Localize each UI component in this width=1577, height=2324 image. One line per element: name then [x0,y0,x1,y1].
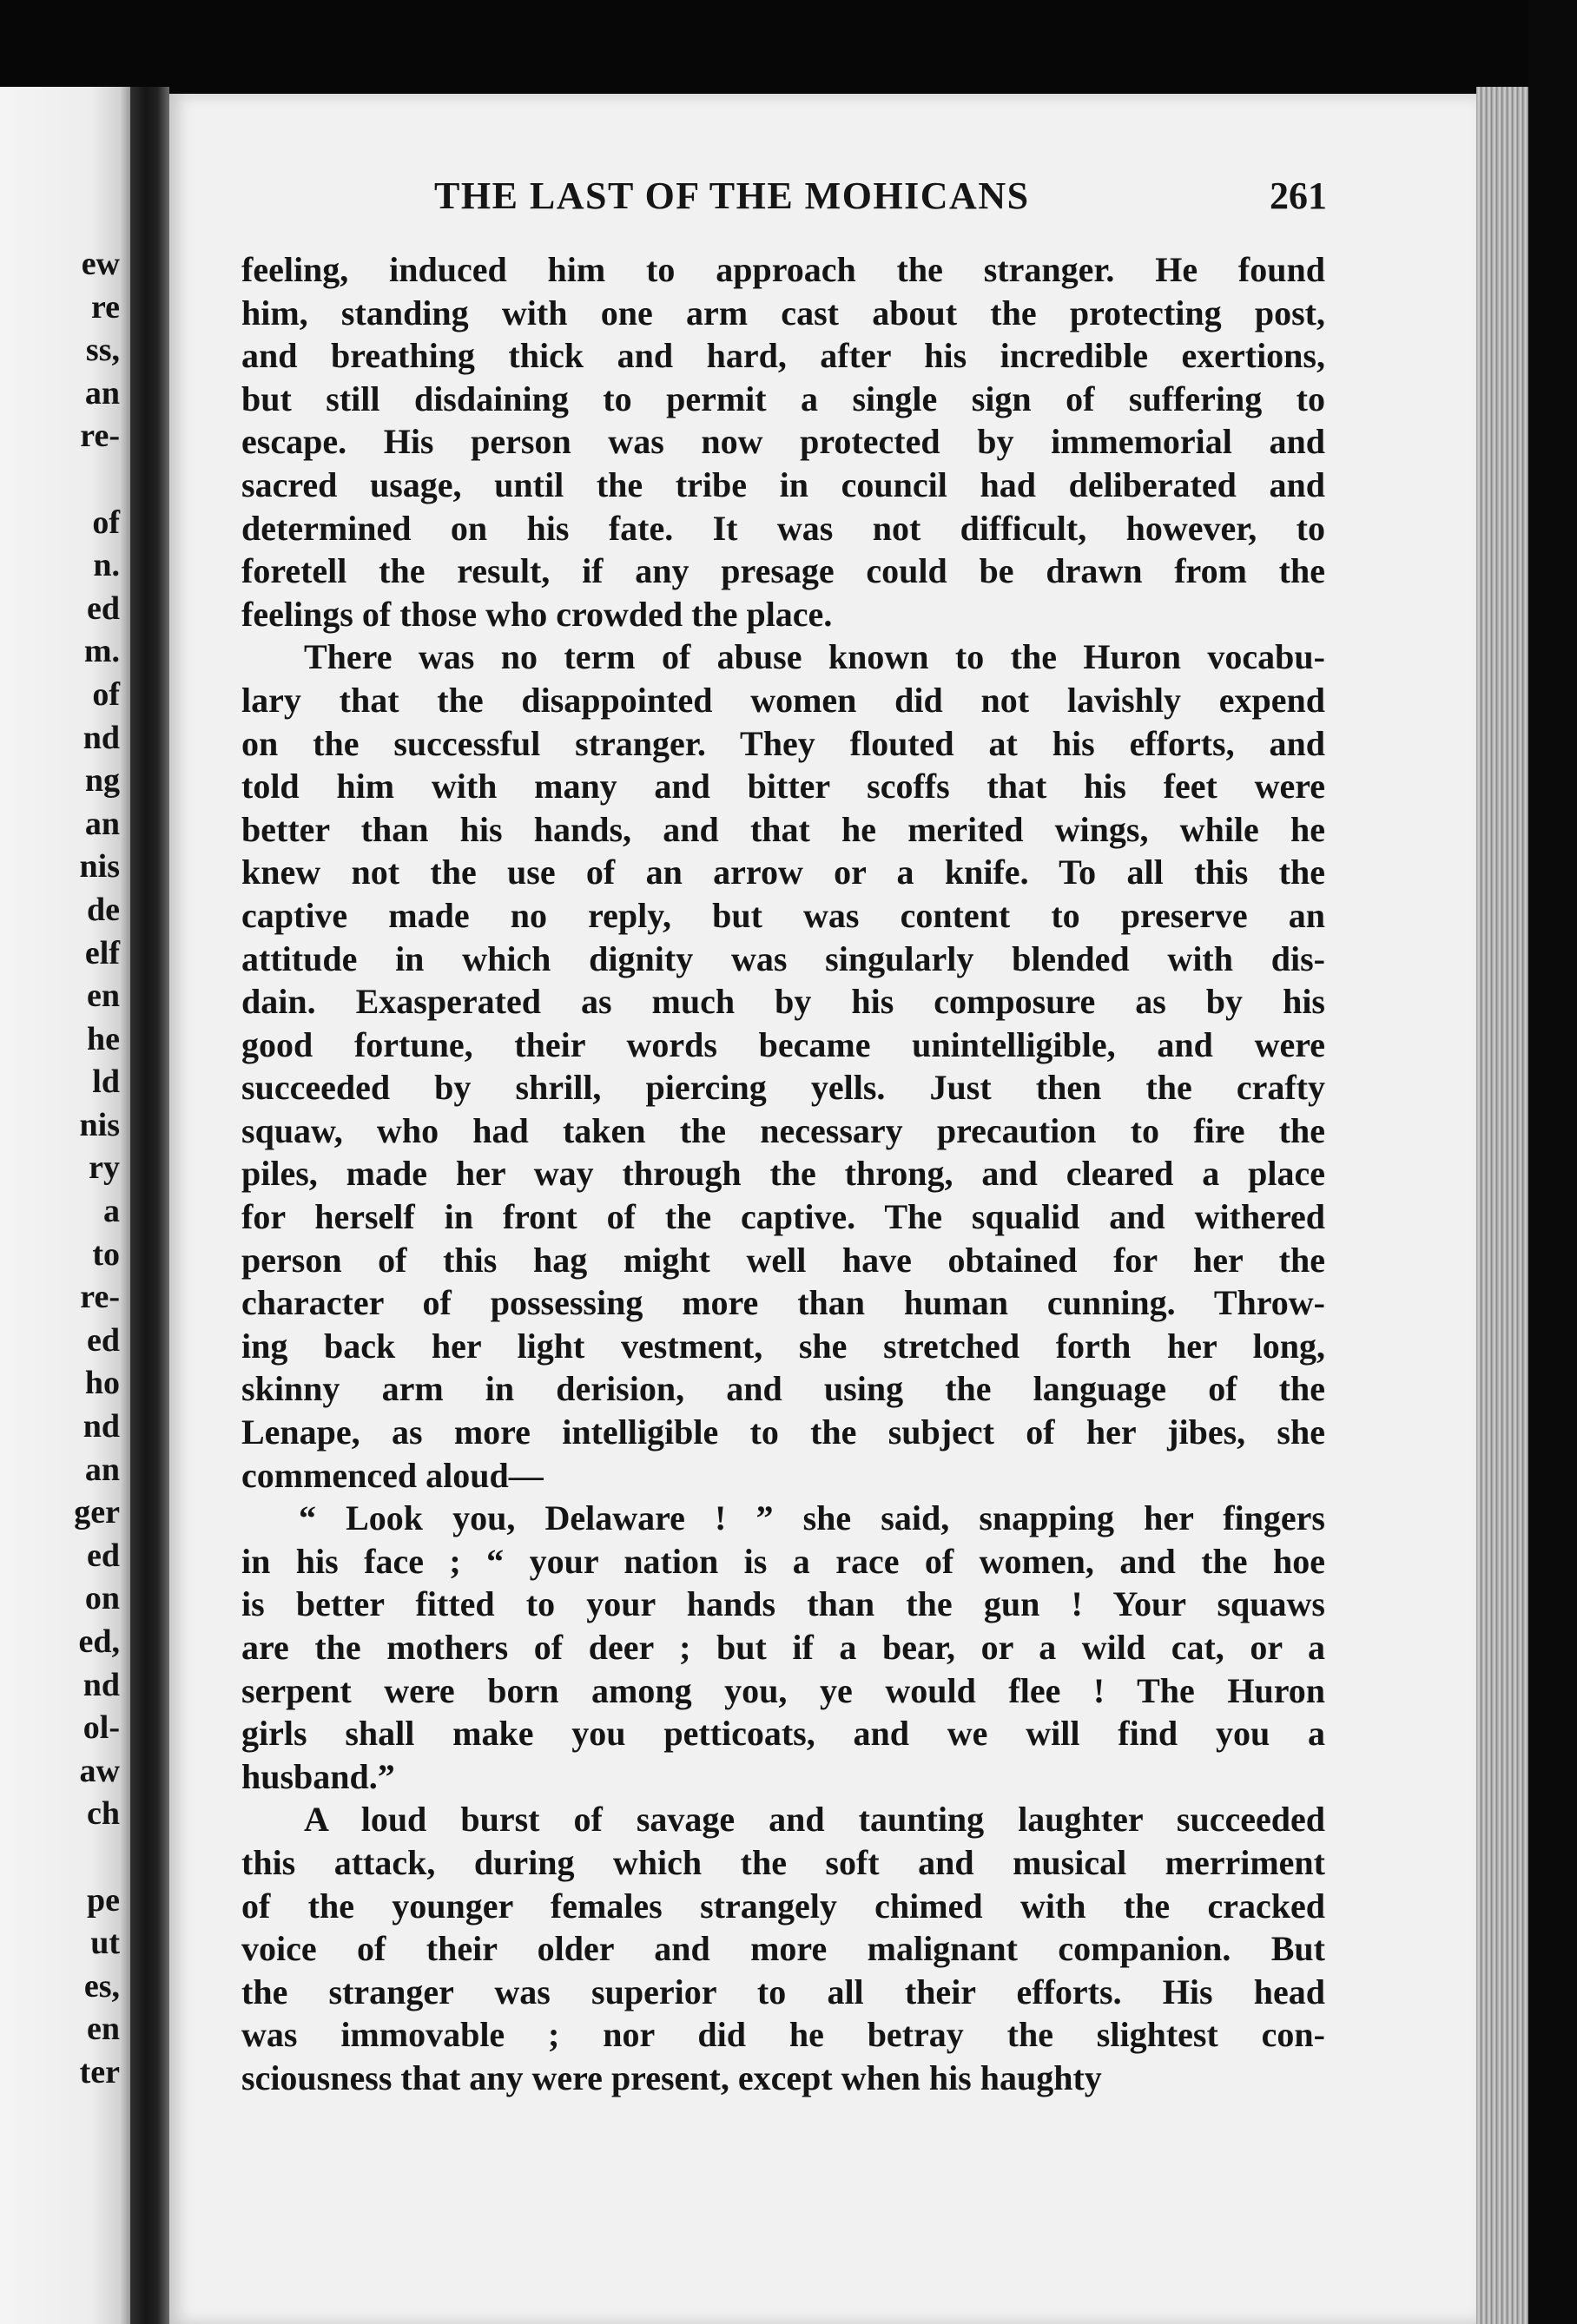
text-line: feeling, induced him to approach the stranger. He found [241,250,1325,289]
text-line: A loud burst of savage and taunting laughter succeeded [304,1800,1325,1840]
scan-background [1528,0,1577,2324]
text-line: but still disdaining to permit a single sign of suffering to [241,379,1325,418]
left-fragment: an [84,1451,120,1488]
text-line: and breathing thick and hard, after his incredible exertions, [241,336,1325,376]
text-line: knew not the use of an arrow or a knife. To all this the [241,853,1325,892]
left-fragment: ol- [82,1709,120,1747]
text-line: commenced aloud— [241,1455,544,1495]
text-line: succeeded by shrill, piercing yells. Just then the crafty [241,1068,1325,1108]
left-fragment: re [90,288,120,326]
text-line: him, standing with one arm cast about the protecting post, [241,293,1325,332]
text-line: good fortune, their words became unintelligible, and were [241,1024,1325,1064]
text-line: for herself in front of the captive. The squalid and withered [241,1197,1325,1237]
text-line: sciousness that any were present, except when his haughty [241,2057,1102,2097]
left-fragment: ed, [78,1623,120,1660]
paragraph [241,1798,1325,2099]
left-fragment: ch [87,1795,120,1833]
text-line: determined on his fate. It was not difficult, however, to [241,508,1325,548]
left-fragment: es, [83,1967,120,2005]
left-fragment: nd [82,719,120,756]
left-fragment: nis [79,848,120,885]
left-fragment: a [103,1193,120,1230]
left-fragment: aw [79,1752,120,1789]
body-text [241,248,1325,2100]
text-line: on the successful stranger. They flouted at his efforts, and [241,723,1325,763]
text-line: is better fitted to your hands than the gun ! Your squaws [241,1584,1325,1624]
left-fragment: ry [89,1149,120,1187]
paragraph [241,635,1325,1497]
text-line: serpent were born among you, ye would flee ! The Huron [241,1670,1325,1710]
text-line: in his face ; “ your nation is a race of women, and the hoe [241,1541,1325,1581]
text-line: of the younger females strangely chimed with the cracked [241,1886,1325,1926]
left-fragment: de [87,891,120,928]
left-fragment: ld [92,1063,120,1101]
previous-page-text-fragments [74,243,120,2095]
text-line: voice of their older and more malignant companion. But [241,1929,1325,1969]
paragraph [241,248,1325,635]
text-line: character of possessing more than human cunning. Throw- [241,1283,1325,1323]
left-fragment: ter [79,2053,120,2090]
text-line: foretell the result, if any presage could be drawn from the [241,551,1325,591]
text-line: lary that the disappointed women did not lavishly expend [241,680,1325,720]
left-fragment: nd [82,1666,120,1703]
text-line: Lenape, as more intelligible to the subject of her jibes, she [241,1412,1325,1452]
left-fragment: of [92,504,120,541]
text-line: husband.” [241,1756,395,1796]
running-title: THE LAST OF THE MOHICANS [434,174,1030,217]
left-fragment: ho [84,1365,120,1402]
text-line: was immovable ; nor did he betray the slightest con- [241,2015,1325,2055]
left-fragment: an [84,805,120,842]
left-fragment: re- [80,418,120,455]
text-line: sacred usage, until the tribe in council had deliberated and [241,464,1325,504]
left-fragment: ng [84,762,120,800]
paragraph [241,1497,1325,1798]
left-fragment: en [87,2011,120,2048]
left-fragment: n. [93,547,120,584]
left-fragment: ew [81,246,120,282]
left-fragment: ss, [85,332,120,369]
left-fragment: ed [87,589,120,627]
left-fragment: of [92,675,120,713]
left-fragment: en [87,978,120,1015]
text-line: captive made no reply, but was content to preserve an [241,895,1325,935]
left-fragment: ger [74,1494,120,1531]
running-head [261,174,1337,226]
text-line: told him with many and bitter scoffs that his feet were [241,767,1325,806]
text-line: ing back her light vestment, she stretched forth her long, [241,1326,1325,1366]
left-fragment: to [92,1235,120,1273]
text-line: better than his hands, and that he merited wings, while he [241,809,1325,849]
text-line: dain. Exasperated as much by his composure as by his [241,982,1325,1022]
left-fragment: nd [82,1408,120,1445]
text-line: feelings of those who crowded the place. [241,594,833,634]
text-line: the stranger was superior to all their efforts. His head [241,1972,1325,2011]
left-fragment: ed [87,1321,120,1359]
book-binding-gutter [130,87,169,2324]
text-line: attitude in which dignity was singularly blended with dis- [241,938,1325,978]
text-line: girls shall make you petticoats, and we will find you a [241,1714,1325,1754]
previous-page-edge [0,87,130,2324]
left-fragment: on [84,1580,120,1617]
left-fragment: he [87,1020,120,1057]
left-fragment [74,458,120,502]
page-number: 261 [1270,174,1327,217]
text-line: “ Look you, Delaware ! ” she said, snapping her fingers [299,1498,1325,1538]
text-line: are the mothers of deer ; but if a bear, or a wild cat, or a [241,1628,1325,1667]
left-fragment: ut [90,1925,120,1962]
text-line: this attack, during which the soft and musical merriment [241,1842,1325,1882]
left-fragment: ed [87,1537,120,1574]
left-fragment: pe [87,1881,120,1919]
text-line: skinny arm in derision, and using the language of the [241,1369,1325,1409]
text-line: squaw, who had taken the necessary precaution to fire the [241,1110,1325,1150]
left-fragment [74,1836,120,1880]
text-line: piles, made her way through the throng, and cleared a place [241,1154,1325,1194]
text-line: There was no term of abuse known to the Huron vocabu- [304,637,1325,677]
text-line: person of this hag might well have obtained for her the [241,1240,1325,1280]
left-fragment: an [84,374,120,411]
left-fragment: m. [83,633,120,670]
page-stack-edge [1476,87,1528,2324]
left-fragment: nis [79,1106,120,1143]
text-line: escape. His person was now protected by immemorial and [241,422,1325,462]
left-fragment: elf [84,934,120,971]
left-fragment: re- [80,1279,120,1316]
